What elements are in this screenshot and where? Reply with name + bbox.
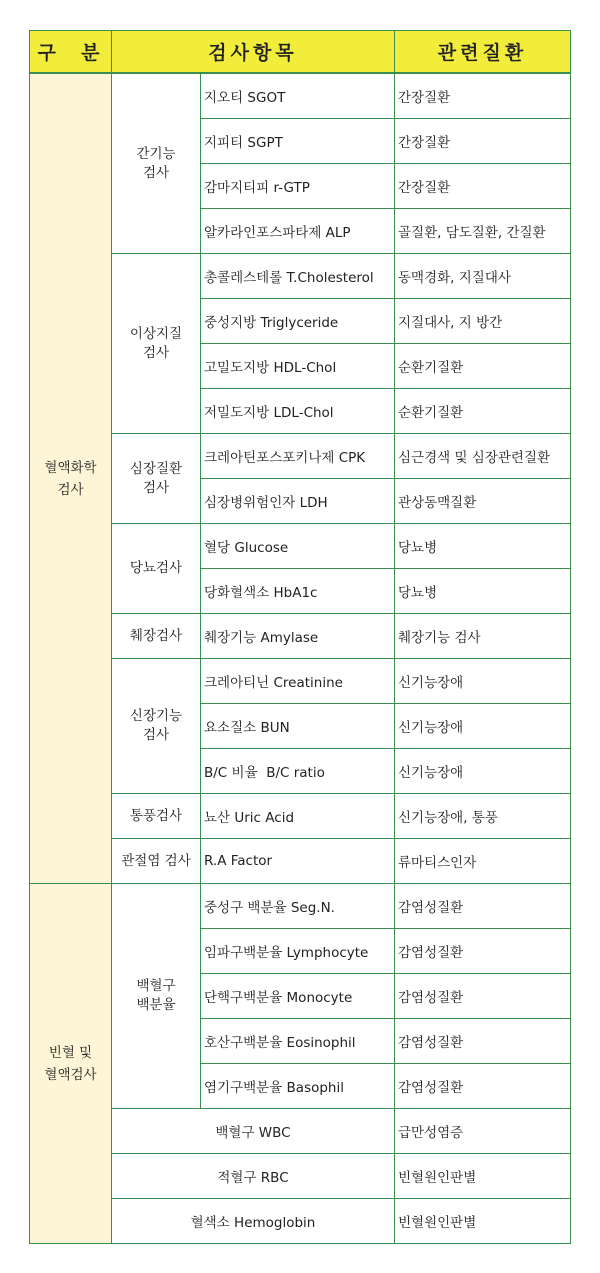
- exam-item: 백혈구 WBC: [112, 1109, 395, 1154]
- exam-item: 혈당 Glucose: [201, 524, 395, 569]
- header-row: [30, 31, 571, 74]
- category-blood-chemistry: [30, 73, 112, 884]
- table-row: [30, 524, 571, 569]
- related-disease: 빈혈원인판별: [395, 1154, 571, 1199]
- related-disease: 감염성질환: [395, 929, 571, 974]
- related-disease: 동맥경화, 지질대사: [395, 254, 571, 299]
- related-disease: 순환기질환: [395, 389, 571, 434]
- exam-item: 감마지티피 r-GTP: [201, 164, 395, 209]
- exam-item: 당화혈색소 HbA1c: [201, 569, 395, 614]
- related-disease: 신기능장애: [395, 704, 571, 749]
- exam-item: 알카라인포스파타제 ALP: [201, 209, 395, 254]
- table-row: [30, 884, 571, 929]
- related-disease: 골질환, 담도질환, 간질환: [395, 209, 571, 254]
- subgroup-label: 백분율: [136, 997, 176, 1013]
- category-label: 혈액검사: [44, 1066, 97, 1083]
- exam-item: 췌장기능 Amylase: [201, 614, 395, 659]
- related-disease: 지질대사, 지 방간: [395, 299, 571, 344]
- exam-item: 고밀도지방 HDL-Chol: [201, 344, 395, 389]
- related-disease: 신기능장애: [395, 749, 571, 794]
- exam-item: 임파구백분율 Lymphocyte: [201, 929, 395, 974]
- related-disease: 빈혈원인판별: [395, 1199, 571, 1244]
- exam-item: 뇨산 Uric Acid: [201, 794, 395, 839]
- exam-item: 단핵구백분율 Monocyte: [201, 974, 395, 1019]
- exam-item: 지오티 SGOT: [201, 73, 395, 119]
- related-disease: 순환기질환: [395, 344, 571, 389]
- related-disease: 감염성질환: [395, 1019, 571, 1064]
- exam-item: 저밀도지방 LDL-Chol: [201, 389, 395, 434]
- related-disease: 간장질환: [395, 119, 571, 164]
- exam-item: 심장병위험인자 LDH: [201, 479, 395, 524]
- category-label: 빈혈 및: [48, 1044, 93, 1061]
- subgroup-label: 당뇨검사: [129, 560, 183, 576]
- subgroup-gout: [112, 794, 201, 839]
- subgroup-label: 검사: [142, 479, 170, 496]
- category-label: 검사: [57, 481, 84, 498]
- subgroup-label: 심장질환: [129, 460, 183, 477]
- related-disease: 감염성질환: [395, 884, 571, 929]
- exam-item: 요소질소 BUN: [201, 704, 395, 749]
- exam-table-container: [29, 30, 571, 1244]
- table-row: [30, 434, 571, 479]
- related-disease: 감염성질환: [395, 974, 571, 1019]
- subgroup-label: 간기능: [136, 145, 176, 162]
- subgroup-diabetes: [112, 524, 201, 614]
- table-row: [30, 254, 571, 299]
- exam-item: 총콜레스테롤 T.Cholesterol: [201, 254, 395, 299]
- header-exam-item: 검사항목: [112, 31, 395, 74]
- related-disease: 신기능장애, 통풍: [395, 794, 571, 839]
- exam-item: 지피티 SGPT: [201, 119, 395, 164]
- subgroup-label: 백혈구: [136, 978, 176, 994]
- subgroup-kidney: [112, 659, 201, 794]
- table-row: [30, 614, 571, 659]
- subgroup-label: 이상지질: [129, 325, 183, 342]
- related-disease: 당뇨병: [395, 569, 571, 614]
- exam-item: 적혈구 RBC: [112, 1154, 395, 1199]
- related-disease: 관상동맥질환: [395, 479, 571, 524]
- table-row: [30, 1199, 571, 1244]
- subgroup-label: 췌장검사: [129, 627, 183, 644]
- exam-item: 중성지방 Triglyceride: [201, 299, 395, 344]
- exam-item: B/C 비율 B/C ratio: [201, 749, 395, 794]
- exam-item: R.A Factor: [201, 839, 395, 884]
- subgroup-pancreas: [112, 614, 201, 659]
- table-row: [30, 794, 571, 839]
- exam-item: 중성구 백분율 Seg.N.: [201, 884, 395, 929]
- subgroup-cardiac: [112, 434, 201, 524]
- related-disease: 급만성염증: [395, 1109, 571, 1154]
- related-disease: 심근경색 및 심장관련질환: [395, 434, 571, 479]
- exam-item: 혈색소 Hemoglobin: [112, 1199, 395, 1244]
- exam-table: [29, 30, 571, 1244]
- related-disease: 췌장기능 검사: [395, 614, 571, 659]
- exam-item: 크레아티닌 Creatinine: [201, 659, 395, 704]
- exam-item: 염기구백분율 Basophil: [201, 1064, 395, 1109]
- table-row: [30, 1154, 571, 1199]
- exam-item: 호산구백분율 Eosinophil: [201, 1019, 395, 1064]
- category-label: 혈액화학: [44, 459, 97, 476]
- related-disease: 간장질환: [395, 73, 571, 119]
- subgroup-label: 신장기능: [129, 708, 183, 724]
- related-disease: 신기능장애: [395, 659, 571, 704]
- table-row: [30, 839, 571, 884]
- header-related-disease: 관련질환: [395, 31, 571, 74]
- related-disease: 간장질환: [395, 164, 571, 209]
- related-disease: 감염성질환: [395, 1064, 571, 1109]
- category-anemia-blood: [30, 884, 112, 1244]
- subgroup-label: 검사: [142, 727, 170, 743]
- table-row: [30, 73, 571, 119]
- table-row: [30, 1109, 571, 1154]
- related-disease: 당뇨병: [395, 524, 571, 569]
- related-disease: 류마티스인자: [395, 839, 571, 884]
- subgroup-liver: [112, 73, 201, 254]
- subgroup-label: 검사: [142, 344, 170, 361]
- subgroup-lipid: [112, 254, 201, 434]
- header-category: 구 분: [30, 31, 112, 74]
- table-row: [30, 659, 571, 704]
- exam-item: 크레아틴포스포키나제 CPK: [201, 434, 395, 479]
- subgroup-wbc-differential: [112, 884, 201, 1109]
- subgroup-label: 관절염 검사: [121, 852, 191, 869]
- subgroup-label: 통풍검사: [129, 807, 183, 824]
- subgroup-arthritis: [112, 839, 201, 884]
- subgroup-label: 검사: [142, 164, 170, 181]
